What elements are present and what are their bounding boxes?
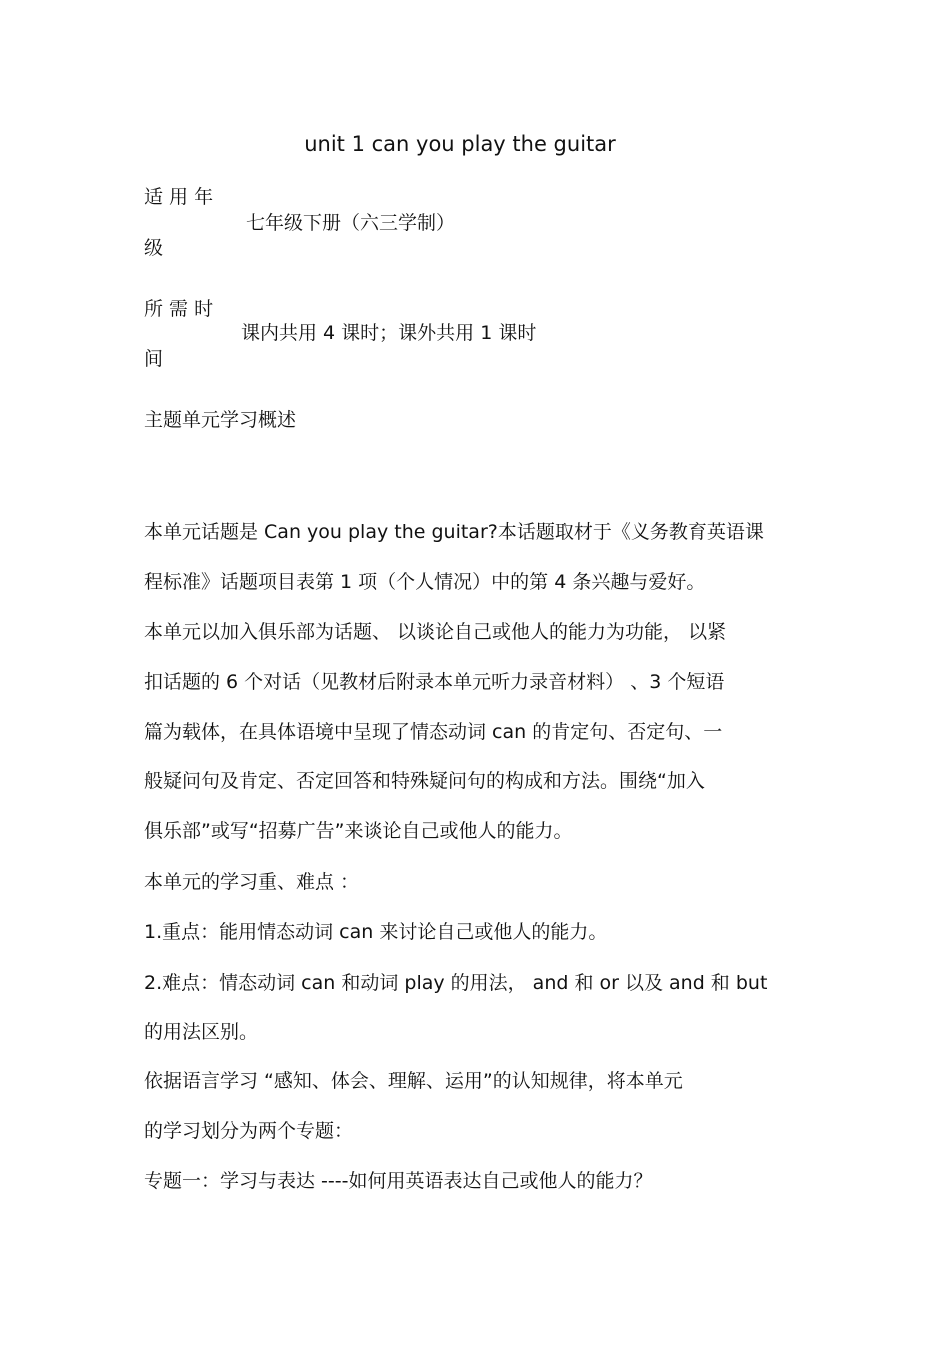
grade-label-line2: 级: [144, 237, 164, 259]
paragraph-line: 程标准》话题项目表第 1 项（个人情况）中的第 4 条兴趣与爱好。: [144, 571, 706, 593]
paragraph-line: 本单元话题是 Can you play the guitar?本话题取材于《义务教育英语课: [144, 521, 764, 543]
section-heading: 主题单元学习概述: [144, 409, 297, 431]
grade-label-line1: 适 用 年: [144, 186, 214, 208]
hours-label-line2: 间: [144, 348, 164, 370]
hours-value: 课内共用 4 课时；课外共用 1 课时: [241, 322, 537, 344]
paragraph-line: 般疑问句及肯定、否定回答和特殊疑问句的构成和方法。围绕“加入: [144, 770, 705, 792]
key-point-2: 2.难点：情态动词 can 和动词 play 的用法， and 和 or 以及 and 和 but: [144, 972, 768, 994]
paragraph-line: 俱乐部”或写“招募广告”来谈论自己或他人的能力。: [144, 820, 573, 842]
paragraph-line: 依据语言学习 “感知、体会、理解、运用”的认知规律，将本单元: [144, 1070, 683, 1092]
topic-one: 专题一：学习与表达 ----如何用英语表达自己或他人的能力？: [144, 1170, 653, 1192]
hours-label-line1: 所 需 时: [144, 298, 214, 320]
key-points-heading: 本单元的学习重、难点 ：: [144, 871, 360, 893]
paragraph-line: 的学习划分为两个专题：: [144, 1120, 354, 1142]
grade-value: 七年级下册（六三学制）: [246, 212, 456, 234]
paragraph-line: 本单元以加入俱乐部为话题、 以谈论自己或他人的能力为功能， 以紧: [144, 621, 727, 643]
key-point-2-cont: 的用法区别。: [144, 1021, 259, 1043]
paragraph-line: 篇为载体，在具体语境中呈现了情态动词 can 的肯定句、否定句、一: [144, 721, 723, 743]
document-title: unit 1 can you play the guitar: [304, 132, 616, 156]
key-point-1: 1.重点：能用情态动词 can 来讨论自己或他人的能力。: [144, 921, 608, 943]
paragraph-line: 扣话题的 6 个对话（见教材后附录本单元听力录音材料） 、3 个短语: [144, 671, 725, 693]
